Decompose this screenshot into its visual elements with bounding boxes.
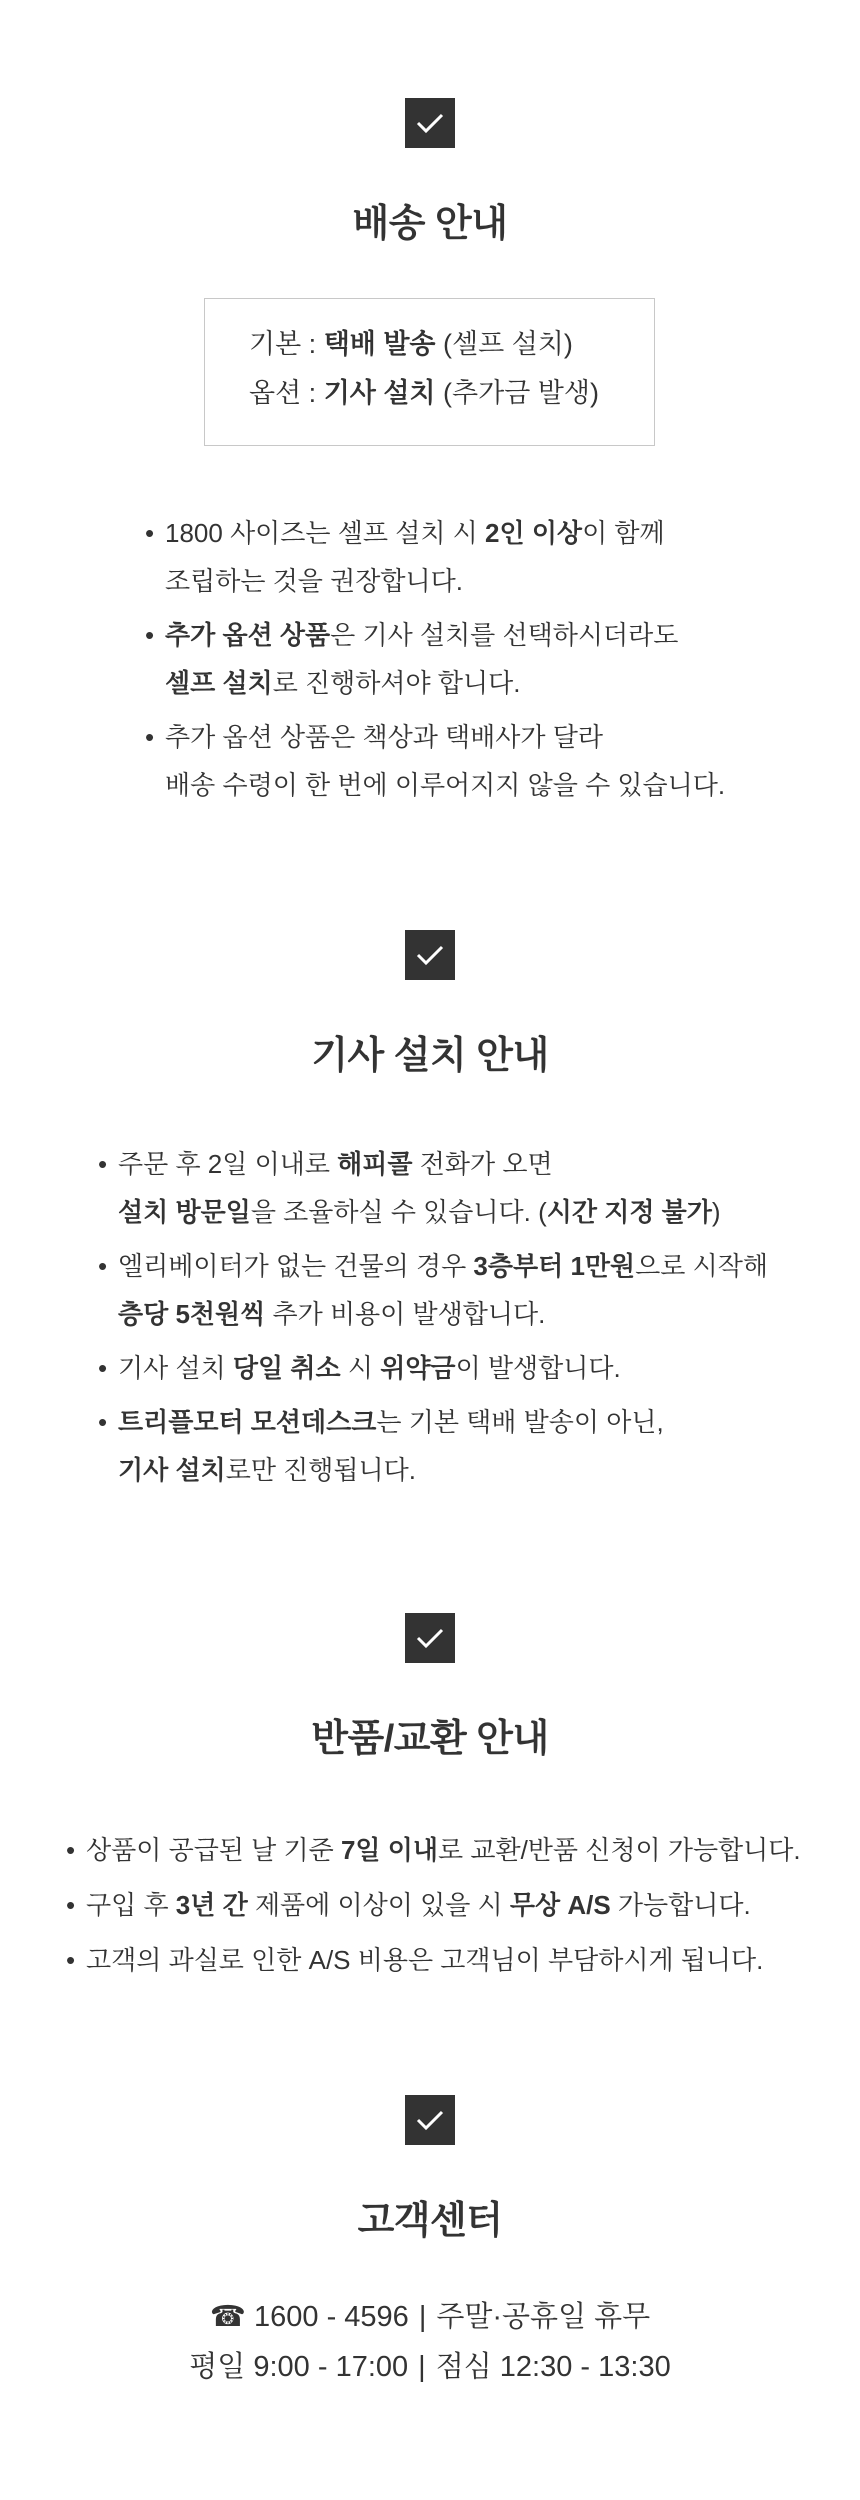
holiday-notice: 주말·공휴일 휴무 xyxy=(436,2301,651,2333)
list-item: • 기사 설치 당일 취소 시 위약금이 발생합니다. xyxy=(98,1353,621,1383)
check-icon xyxy=(405,98,455,148)
section-title: 고객센터 xyxy=(357,2200,503,2242)
section-title: 반품/교환 안내 xyxy=(311,1718,549,1760)
list-item: • 추가 옵션 상품은 책상과 택배사가 달라 xyxy=(145,722,603,752)
option-shipping-line: 옵션 : 기사 설치 (추가금 발생) xyxy=(249,378,599,408)
list-item-continued: 셀프 설치로 진행하셔야 합니다. xyxy=(165,668,521,698)
returns-notes xyxy=(66,1826,801,1984)
list-item-continued: 층당 5천원씩 추가 비용이 발생합니다. xyxy=(118,1299,546,1329)
list-item-continued: 조립하는 것을 권장합니다. xyxy=(165,566,463,596)
section-title: 배송 안내 xyxy=(352,203,508,245)
shipping-notes xyxy=(145,509,726,809)
basic-shipping-line: 기본 : 택배 발송 (셀프 설치) xyxy=(249,329,573,359)
phone-icon: ☎ xyxy=(209,2301,246,2333)
list-item: • 추가 옵션 상품은 기사 설치를 선택하시더라도 xyxy=(145,620,679,650)
hours-line: 평일 9:00 - 17:00 | 점심 12:30 - 13:30 xyxy=(189,2351,671,2383)
contact-line: ☎ 1600 - 4596 | 주말·공휴일 휴무 xyxy=(209,2301,651,2333)
check-icon xyxy=(405,930,455,980)
list-item-continued: 배송 수령이 한 번에 이루어지지 않을 수 있습니다. xyxy=(165,770,726,800)
list-item: • 고객의 과실로 인한 A/S 비용은 고객님이 부담하시게 됩니다. xyxy=(66,1945,764,1975)
business-hours: 평일 9:00 - 17:00 xyxy=(189,2351,409,2383)
list-item: • 엘리베이터가 없는 건물의 경우 3층부터 1만원으로 시작해 xyxy=(98,1251,768,1281)
check-icon xyxy=(405,1613,455,1663)
list-item: • 상품이 공급된 날 기준 7일 이내로 교환/반품 신청이 가능합니다. xyxy=(66,1835,801,1865)
shipping-method-box xyxy=(204,298,655,446)
lunch-hours: 점심 12:30 - 13:30 xyxy=(435,2351,671,2383)
installation-notes xyxy=(98,1140,768,1494)
list-item: • 트리플모터 모션데스크는 기본 택배 발송이 아닌, xyxy=(98,1407,664,1437)
list-item: • 구입 후 3년 간 제품에 이상이 있을 시 무상 A/S 가능합니다. xyxy=(66,1890,751,1920)
phone-number: 1600 - 4596 xyxy=(254,2301,409,2333)
list-item-continued: 설치 방문일을 조율하실 수 있습니다. (시간 지정 불가) xyxy=(118,1197,721,1227)
list-item: • 주문 후 2일 이내로 해피콜 전화가 오면 xyxy=(98,1149,553,1179)
list-item: • 1800 사이즈는 셀프 설치 시 2인 이상이 함께 xyxy=(145,518,665,548)
section-title: 기사 설치 안내 xyxy=(311,1035,549,1077)
list-item-continued: 기사 설치로만 진행됩니다. xyxy=(118,1455,416,1485)
check-icon xyxy=(405,2095,455,2145)
